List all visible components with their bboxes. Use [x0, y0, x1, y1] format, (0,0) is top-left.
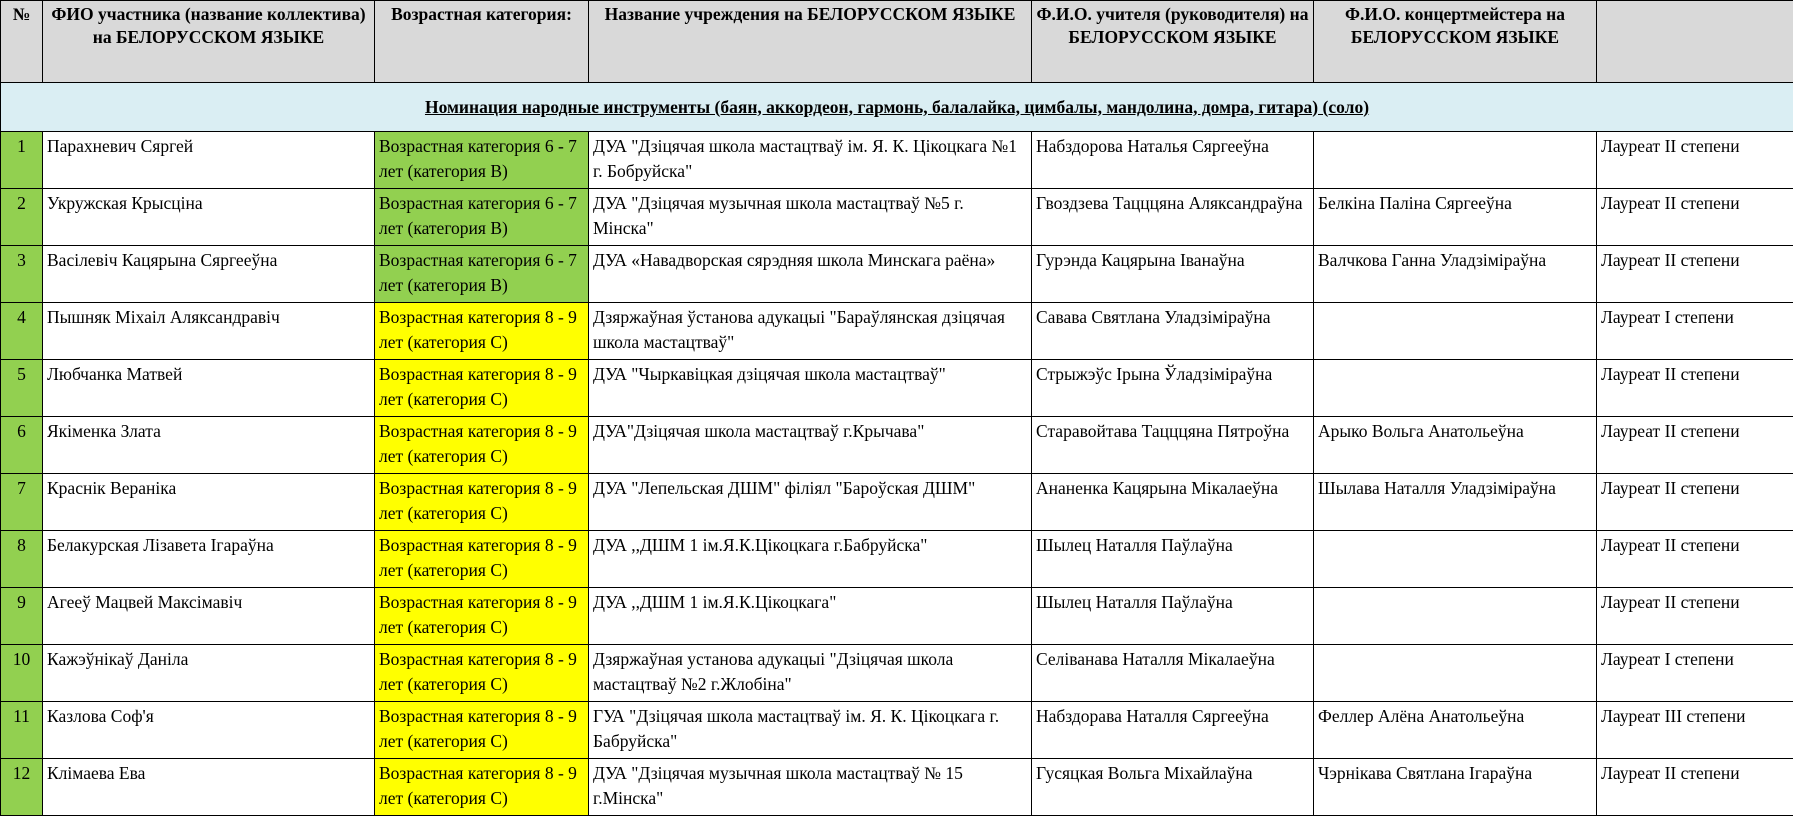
- cell-teacher[interactable]: Старавойтава Тацццяна Пятроўна: [1032, 417, 1314, 474]
- cell-category[interactable]: Возрастная категория 8 - 9 лет (категория С): [375, 360, 589, 417]
- cell-num[interactable]: 3: [1, 246, 43, 303]
- cell-participant[interactable]: Краснік Вераніка: [43, 474, 375, 531]
- table-body: [1, 132, 1793, 816]
- cell-teacher[interactable]: Ананенка Кацярына Мікалаеўна: [1032, 474, 1314, 531]
- cell-result[interactable]: Лауреат II степени: [1597, 360, 1793, 417]
- cell-result[interactable]: Лауреат II степени: [1597, 474, 1793, 531]
- cell-participant[interactable]: Любчанка Матвей: [43, 360, 375, 417]
- cell-num[interactable]: 7: [1, 474, 43, 531]
- cell-accompanist[interactable]: [1314, 531, 1597, 588]
- header-row: [1, 1, 1793, 83]
- cell-result[interactable]: Лауреат II степени: [1597, 417, 1793, 474]
- header-participant[interactable]: ФИО участника (название коллектива) на БЕЛОРУССКОМ ЯЗЫКЕ: [43, 1, 375, 83]
- cell-participant[interactable]: Кажэўнікаў Даніла: [43, 645, 375, 702]
- cell-accompanist[interactable]: Феллер Алёна Анатольеўна: [1314, 702, 1597, 759]
- cell-category[interactable]: Возрастная категория 8 - 9 лет (категория С): [375, 645, 589, 702]
- cell-institution[interactable]: ДУА «Навадворская сярэдняя школа Минскага раёна»: [589, 246, 1032, 303]
- cell-accompanist[interactable]: [1314, 360, 1597, 417]
- cell-category[interactable]: Возрастная категория 8 - 9 лет (категория С): [375, 303, 589, 360]
- section-row: [1, 83, 1793, 132]
- cell-participant[interactable]: Васілевіч Кацярына Сяргееўна: [43, 246, 375, 303]
- cell-teacher[interactable]: Стрыжэўс Ірына Ўладзіміраўна: [1032, 360, 1314, 417]
- cell-accompanist[interactable]: Чэрнікава Святлана Ігараўна: [1314, 759, 1597, 816]
- cell-result[interactable]: Лауреат II степени: [1597, 246, 1793, 303]
- cell-participant[interactable]: Белакурская Лізавета Ігараўна: [43, 531, 375, 588]
- header-num[interactable]: №: [1, 1, 43, 83]
- cell-category[interactable]: Возрастная категория 8 - 9 лет (категория С): [375, 588, 589, 645]
- table-row: [1, 132, 1793, 189]
- cell-teacher[interactable]: Набздорава Наталля Сяргееўна: [1032, 702, 1314, 759]
- cell-num[interactable]: 11: [1, 702, 43, 759]
- table-row: [1, 246, 1793, 303]
- cell-category[interactable]: Возрастная категория 8 - 9 лет (категория С): [375, 417, 589, 474]
- cell-institution[interactable]: ДУА "Чыркавіцкая дзіцячая школа мастацтваў": [589, 360, 1032, 417]
- cell-teacher[interactable]: Набздорова Наталья Сяргееўна: [1032, 132, 1314, 189]
- header-accompanist[interactable]: Ф.И.О. концертмейстера на БЕЛОРУССКОМ ЯЗЫКЕ: [1314, 1, 1597, 83]
- cell-category[interactable]: Возрастная категория 6 - 7 лет (категория В): [375, 246, 589, 303]
- table-row: [1, 189, 1793, 246]
- table-row: [1, 645, 1793, 702]
- cell-result[interactable]: Лауреат I степени: [1597, 303, 1793, 360]
- cell-participant[interactable]: Казлова Соф'я: [43, 702, 375, 759]
- cell-participant[interactable]: Клімаева Ева: [43, 759, 375, 816]
- cell-num[interactable]: 2: [1, 189, 43, 246]
- cell-num[interactable]: 10: [1, 645, 43, 702]
- cell-category[interactable]: Возрастная категория 8 - 9 лет (категория С): [375, 759, 589, 816]
- cell-teacher[interactable]: Гусяцкая Вольга Міхайлаўна: [1032, 759, 1314, 816]
- cell-institution[interactable]: ДУА "Дзіцячая музычная школа мастацтваў №5 г. Мінска": [589, 189, 1032, 246]
- table-row: [1, 531, 1793, 588]
- cell-category[interactable]: Возрастная категория 8 - 9 лет (категория С): [375, 702, 589, 759]
- cell-num[interactable]: 9: [1, 588, 43, 645]
- table-row: [1, 417, 1793, 474]
- cell-num[interactable]: 4: [1, 303, 43, 360]
- cell-teacher[interactable]: Гурэнда Кацярына Іванаўна: [1032, 246, 1314, 303]
- table-row: [1, 702, 1793, 759]
- cell-accompanist[interactable]: [1314, 645, 1597, 702]
- table-row: [1, 303, 1793, 360]
- cell-institution[interactable]: ДУА "Дзіцячая школа мастацтваў ім. Я. К. Цікоцкага №1 г. Бобруйска": [589, 132, 1032, 189]
- table-row: [1, 360, 1793, 417]
- cell-category[interactable]: Возрастная категория 8 - 9 лет (категория С): [375, 531, 589, 588]
- cell-accompanist[interactable]: Шылава Наталля Уладзіміраўна: [1314, 474, 1597, 531]
- cell-num[interactable]: 5: [1, 360, 43, 417]
- table-row: [1, 474, 1793, 531]
- cell-institution[interactable]: Дзяржаўная ўстанова адукацыі "Бараўлянская дзіцячая школа мастацтваў": [589, 303, 1032, 360]
- cell-institution[interactable]: ДУА"Дзіцячая школа мастацтваў г.Крычава": [589, 417, 1032, 474]
- cell-num[interactable]: 1: [1, 132, 43, 189]
- cell-accompanist[interactable]: Валчкова Ганна Уладзіміраўна: [1314, 246, 1597, 303]
- cell-institution[interactable]: ГУА "Дзіцячая школа мастацтваў ім. Я. К. Цікоцкага г. Бабруйска": [589, 702, 1032, 759]
- cell-teacher[interactable]: Шылец Наталля Паўлаўна: [1032, 531, 1314, 588]
- cell-institution[interactable]: ДУА "Дзіцячая музычная школа мастацтваў № 15 г.Мінска": [589, 759, 1032, 816]
- cell-result[interactable]: Лауреат III степени: [1597, 702, 1793, 759]
- cell-institution[interactable]: ДУА ,,ДШМ 1 ім.Я.К.Цікоцкага": [589, 588, 1032, 645]
- cell-accompanist[interactable]: Арыко Вольга Анатольеўна: [1314, 417, 1597, 474]
- cell-accompanist[interactable]: [1314, 132, 1597, 189]
- cell-institution[interactable]: Дзяржаўная установа адукацыі "Дзіцячая школа мастацтваў №2 г.Жлобіна": [589, 645, 1032, 702]
- cell-accompanist[interactable]: Белкіна Паліна Сяргееўна: [1314, 189, 1597, 246]
- cell-result[interactable]: Лауреат I степени: [1597, 645, 1793, 702]
- cell-teacher[interactable]: Савава Святлана Уладзіміраўна: [1032, 303, 1314, 360]
- cell-num[interactable]: 8: [1, 531, 43, 588]
- cell-result[interactable]: Лауреат II степени: [1597, 588, 1793, 645]
- cell-num[interactable]: 6: [1, 417, 43, 474]
- cell-result[interactable]: Лауреат II степени: [1597, 132, 1793, 189]
- cell-result[interactable]: Лауреат II степени: [1597, 759, 1793, 816]
- cell-teacher[interactable]: Гвоздзева Тацццяна Аляксандраўна: [1032, 189, 1314, 246]
- cell-participant[interactable]: Укружская Крысціна: [43, 189, 375, 246]
- header-category[interactable]: Возрастная категория:: [375, 1, 589, 83]
- table-row: [1, 588, 1793, 645]
- cell-institution[interactable]: ДУА "Лепельская ДШМ" філіял "Бароўская ДШМ": [589, 474, 1032, 531]
- header-institution[interactable]: Название учреждения на БЕЛОРУССКОМ ЯЗЫКЕ: [589, 1, 1032, 83]
- section-title[interactable]: Номинация народные инструменты (баян, аккордеон, гармонь, балалайка, цимбалы, мандолина, домра, гитара) (соло): [1, 83, 1793, 132]
- cell-participant[interactable]: Агееў Мацвей Максімавіч: [43, 588, 375, 645]
- cell-participant[interactable]: Парахневич Сяргей: [43, 132, 375, 189]
- header-result[interactable]: [1597, 1, 1793, 83]
- cell-institution[interactable]: ДУА ,,ДШМ 1 ім.Я.К.Цікоцкага г.Бабруйска": [589, 531, 1032, 588]
- cell-accompanist[interactable]: [1314, 588, 1597, 645]
- cell-accompanist[interactable]: [1314, 303, 1597, 360]
- cell-participant[interactable]: Пышняк Міхаіл Аляксандравіч: [43, 303, 375, 360]
- cell-category[interactable]: Возрастная категория 6 - 7 лет (категория В): [375, 189, 589, 246]
- cell-category[interactable]: Возрастная категория 6 - 7 лет (категория В): [375, 132, 589, 189]
- cell-category[interactable]: Возрастная категория 8 - 9 лет (категория С): [375, 474, 589, 531]
- cell-result[interactable]: Лауреат II степени: [1597, 189, 1793, 246]
- cell-num[interactable]: 12: [1, 759, 43, 816]
- cell-teacher[interactable]: Селіванава Наталля Мікалаеўна: [1032, 645, 1314, 702]
- header-teacher[interactable]: Ф.И.О. учителя (руководителя) на БЕЛОРУССКОМ ЯЗЫКЕ: [1032, 1, 1314, 83]
- cell-result[interactable]: Лауреат II степени: [1597, 531, 1793, 588]
- cell-teacher[interactable]: Шылец Наталля Паўлаўна: [1032, 588, 1314, 645]
- cell-participant[interactable]: Якіменка Злата: [43, 417, 375, 474]
